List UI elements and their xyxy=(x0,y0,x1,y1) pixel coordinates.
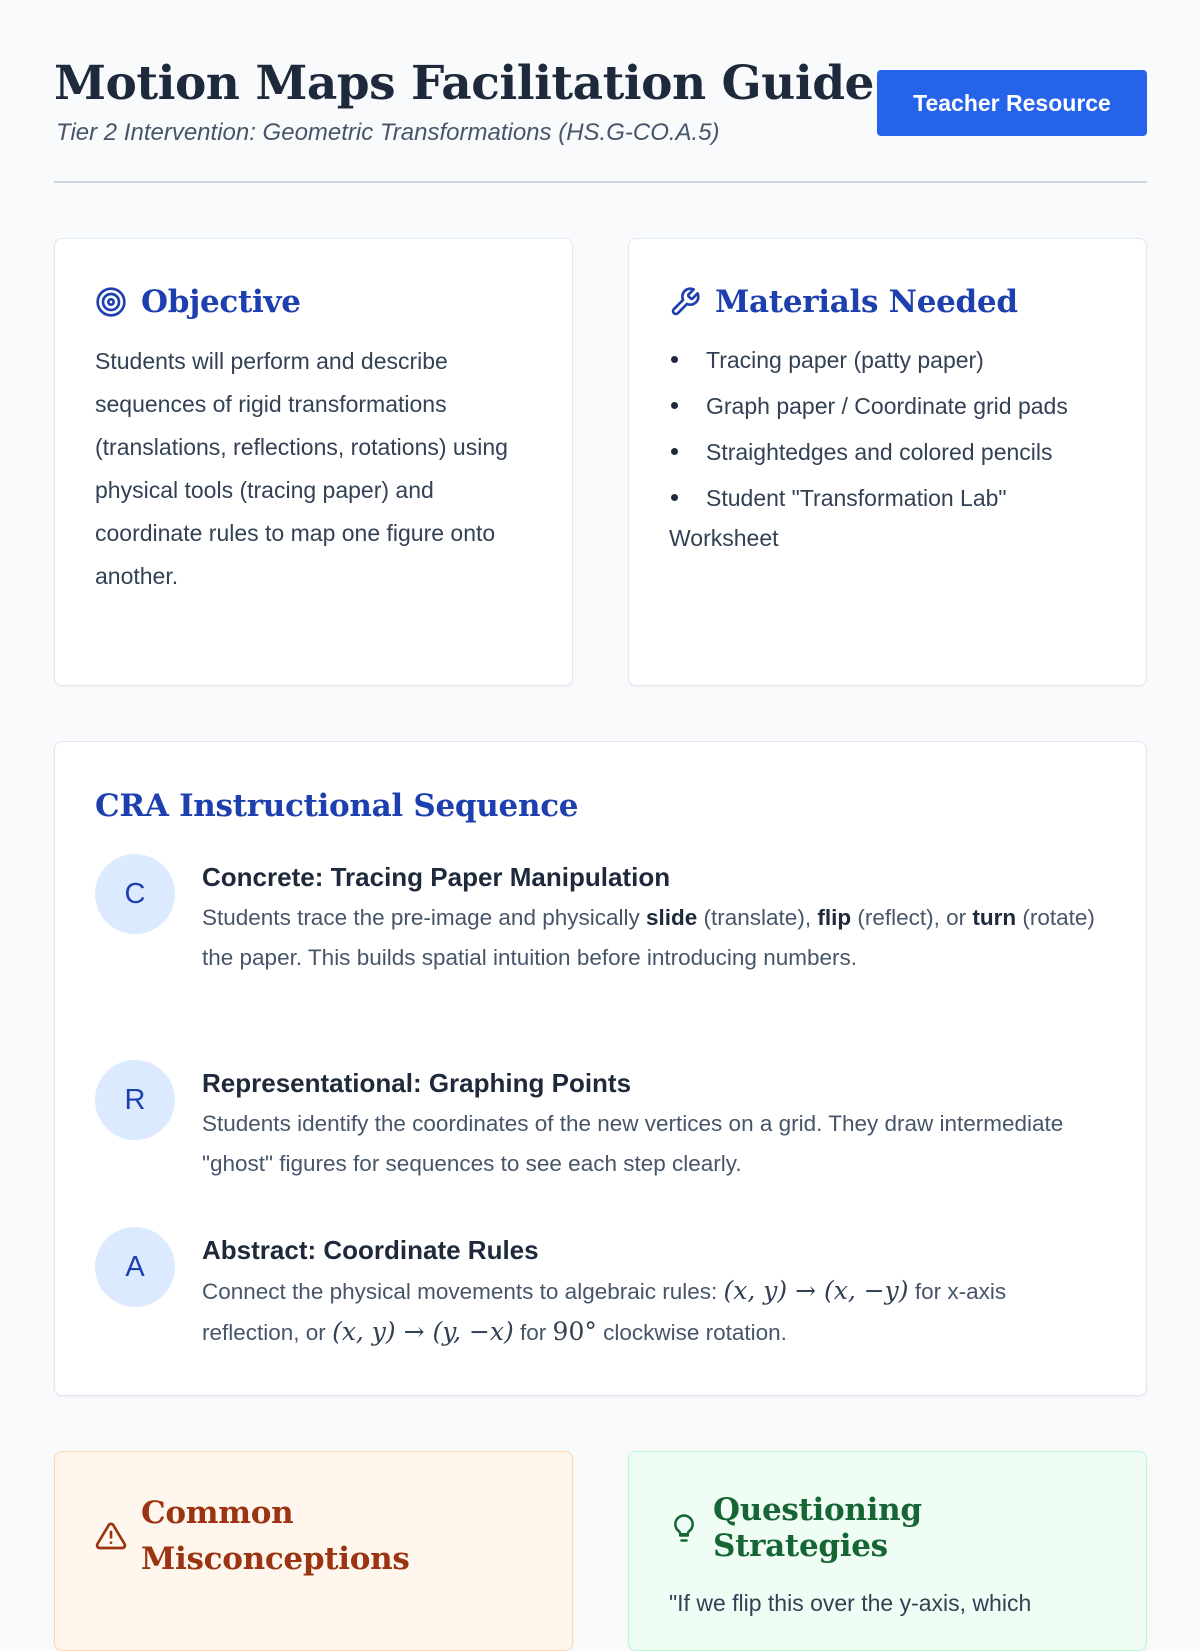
materials-card xyxy=(628,238,1147,686)
math-angle: 90° xyxy=(552,1317,597,1346)
cra-card xyxy=(54,741,1147,1396)
step-letter-badge: C xyxy=(95,854,175,934)
target-icon xyxy=(95,286,127,318)
misconceptions-card xyxy=(54,1451,573,1651)
misconceptions-heading xyxy=(95,1490,532,1582)
objective-heading xyxy=(95,284,532,320)
step-title: Concrete: Tracing Paper Manipulation xyxy=(202,862,671,892)
list-item: Graph paper / Coordinate grid pads xyxy=(669,386,1106,426)
objective-text: Students will perform and describe sequences of rigid transformations (translations, reflections, rotations) using physical tools (tracing paper) and coordinate rules to map one figure onto another. xyxy=(95,348,508,589)
page-header xyxy=(54,0,1147,183)
materials-heading xyxy=(669,284,1106,320)
step-description: Students identify the coordinates of the new vertices on a grid. They draw intermediate "ghost" figures for sequences to see each step clearly. xyxy=(202,1111,1064,1176)
page-title: Motion Maps Facilitation Guide xyxy=(54,56,874,111)
materials-heading-label: Materials Needed xyxy=(715,284,1018,320)
questioning-text: "If we flip this over the y-axis, which xyxy=(669,1590,1032,1616)
teacher-resource-badge: Teacher Resource xyxy=(877,70,1147,136)
math-rule: (x, y) → (x, −y) xyxy=(723,1276,909,1305)
objective-heading-label: Objective xyxy=(141,284,301,320)
step-title: Representational: Graphing Points xyxy=(202,1068,632,1098)
step-description: Connect the physical movements to algebraic rules: (x, y) → (x, −y) for x-axis reflection, or (x, y) → (y, −x) for 90° clockwise rotation. xyxy=(202,1276,1007,1346)
step-description: Students trace the pre-image and physically slide (translate), flip (reflect), or turn (rotate) the paper. This builds spatial intuition before introducing numbers. xyxy=(202,905,1095,970)
math-rule: (x, y) → (y, −x) xyxy=(332,1317,514,1346)
list-item: Tracing paper (patty paper) xyxy=(669,340,1106,380)
wrench-icon xyxy=(669,286,701,318)
questioning-card xyxy=(628,1451,1147,1651)
step-title: Abstract: Coordinate Rules xyxy=(202,1235,539,1265)
cra-heading: CRA Instructional Sequence xyxy=(95,788,579,824)
objective-card xyxy=(54,238,573,686)
page-subtitle: Tier 2 Intervention: Geometric Transformations (HS.G-CO.A.5) xyxy=(56,119,720,146)
step-letter-badge: R xyxy=(95,1060,175,1140)
materials-list xyxy=(669,340,1106,558)
lightbulb-icon xyxy=(669,1512,699,1544)
list-item: Straightedges and colored pencils xyxy=(669,432,1106,472)
page xyxy=(54,0,1147,1616)
questioning-heading xyxy=(669,1492,1106,1564)
misconceptions-heading-label: Common Misconceptions xyxy=(141,1495,410,1577)
questioning-heading-label: Questioning Strategies xyxy=(713,1492,922,1564)
step-letter-badge: A xyxy=(95,1227,175,1307)
list-item: Student "Transformation Lab" Worksheet xyxy=(669,485,1007,551)
warning-icon xyxy=(95,1520,127,1552)
